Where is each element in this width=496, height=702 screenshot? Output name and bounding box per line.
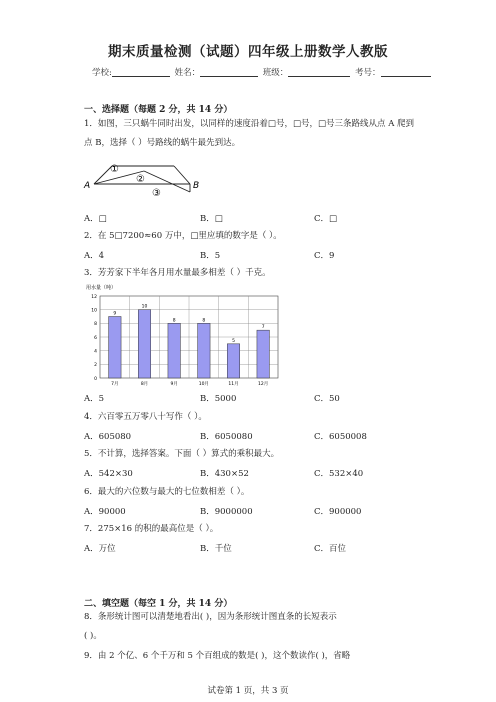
x-tick-label: 7月 bbox=[111, 382, 119, 387]
route-1-down bbox=[174, 166, 190, 184]
route-3-b bbox=[144, 171, 190, 192]
q1-option-c[interactable]: C．□ bbox=[314, 214, 338, 224]
section1-heading: 一、选择题（每题 2 分，共 14 分） bbox=[84, 105, 233, 115]
name-blank bbox=[200, 67, 258, 77]
school-label: 学校: bbox=[92, 68, 112, 78]
q2-option-c[interactable]: C．9 bbox=[314, 251, 335, 261]
page-title: 期末质量检测（试题）四年级上册数学人教版 bbox=[108, 44, 388, 60]
q6-option-c[interactable]: C．900000 bbox=[314, 507, 362, 517]
q9-text-line1: 9．由 2 个亿、6 个千万和 5 个百组成的数是( )，这个数读作( )，省略 bbox=[84, 651, 351, 661]
exam-no-blank bbox=[381, 67, 431, 77]
point-b-label: B bbox=[193, 181, 200, 191]
q8-text-line2: ( )。 bbox=[84, 631, 102, 641]
y-tick-label: 2 bbox=[94, 363, 97, 369]
q1-option-b[interactable]: B．□ bbox=[200, 214, 223, 224]
q4-option-a[interactable]: A．605080 bbox=[84, 432, 132, 442]
y-tick-label: 0 bbox=[94, 376, 97, 382]
exam-no-label: 考号： bbox=[355, 68, 381, 78]
q3-option-a[interactable]: A．5 bbox=[84, 394, 105, 404]
x-tick-label: 12月 bbox=[258, 382, 269, 387]
q1-option-a[interactable]: A．□ bbox=[84, 214, 107, 224]
q6-text: 6．最大的六位数与最大的七位数相差（ ）。 bbox=[84, 487, 250, 497]
snail-route-figure bbox=[82, 158, 206, 198]
q7-option-a[interactable]: A．万位 bbox=[84, 544, 116, 554]
bar-data-label: 7 bbox=[261, 325, 265, 331]
page-footer: 试卷第 1 页，共 3 页 bbox=[207, 686, 289, 696]
y-tick-label: 6 bbox=[94, 335, 97, 341]
y-tick-label: 12 bbox=[91, 294, 97, 300]
x-tick-label: 9月 bbox=[170, 382, 178, 387]
name-label: 姓名： bbox=[174, 68, 201, 78]
route-3-label: ③ bbox=[152, 188, 161, 198]
bar-data-label: 5 bbox=[232, 338, 235, 344]
bar-8月 bbox=[138, 310, 150, 378]
bar-data-label: 8 bbox=[202, 318, 206, 324]
bar-10月 bbox=[198, 323, 210, 378]
q5-option-c[interactable]: C．532×40 bbox=[314, 469, 364, 479]
q6-option-b[interactable]: B．9000000 bbox=[200, 507, 253, 517]
bar-11月 bbox=[227, 344, 239, 378]
y-tick-label: 10 bbox=[91, 308, 97, 314]
q3-option-c[interactable]: C．50 bbox=[314, 394, 340, 404]
q2-text: 2．在 5□7200≈60 万中，□里应填的数字是（ ）。 bbox=[84, 231, 282, 241]
class-label: 班级： bbox=[262, 68, 289, 78]
water-usage-bar-chart bbox=[86, 282, 282, 390]
route-2-label: ② bbox=[136, 174, 145, 185]
q7-option-b[interactable]: B．千位 bbox=[200, 544, 232, 554]
chart-ylabel: 用水量（吨） bbox=[86, 285, 117, 291]
y-tick-label: 8 bbox=[94, 322, 97, 328]
bar-data-label: 8 bbox=[172, 318, 176, 324]
y-tick-label: 4 bbox=[94, 349, 97, 355]
q2-option-a[interactable]: A．4 bbox=[84, 251, 105, 261]
bar-data-label: 10 bbox=[141, 304, 148, 310]
q4-option-b[interactable]: B．6050080 bbox=[200, 432, 253, 442]
q1-text-line1: 1．如图，三只蜗牛同时出发，以同样的速度沿着□号，□号，□号三条路线从点 A 爬到 bbox=[84, 119, 415, 129]
x-tick-label: 8月 bbox=[140, 382, 149, 387]
q5-text: 5．不计算，选择答案。下面（ ）算式的乘积最大。 bbox=[84, 449, 280, 459]
q8-text-line1: 8．条形统计图可以清楚地看出( )，因为条形统计图直条的长短表示 bbox=[84, 612, 337, 622]
bar-7月 bbox=[109, 317, 121, 379]
q3-option-b[interactable]: B．5000 bbox=[200, 394, 237, 404]
q5-option-b[interactable]: B．430×52 bbox=[200, 469, 249, 479]
point-a-label: A bbox=[84, 181, 91, 191]
q5-option-a[interactable]: A．542×30 bbox=[84, 469, 133, 479]
section2-heading: 二、填空题（每空 1 分，共 14 分） bbox=[84, 599, 233, 609]
x-tick-label: 10月 bbox=[198, 382, 209, 387]
bar-9月 bbox=[168, 323, 180, 378]
q4-text: 4．六百零五万零八十写作（ ）。 bbox=[84, 412, 207, 422]
x-tick-label: 11月 bbox=[228, 382, 239, 387]
student-info-line bbox=[92, 66, 433, 78]
q6-option-a[interactable]: A．90000 bbox=[84, 507, 126, 517]
q2-option-b[interactable]: B．5 bbox=[200, 251, 221, 261]
bar-12月 bbox=[257, 330, 269, 378]
route-1-label: ① bbox=[110, 164, 119, 175]
school-blank bbox=[112, 67, 170, 77]
class-blank bbox=[288, 67, 350, 77]
q1-text-line2: 点 B，选择（ ）号路线的蜗牛最先到达。 bbox=[84, 138, 241, 148]
q4-option-c[interactable]: C．6050008 bbox=[314, 432, 367, 442]
q7-option-c[interactable]: C．百位 bbox=[314, 544, 347, 554]
q3-text: 3．芳芳家下半年各月用水量最多相差（ ）千克。 bbox=[84, 268, 271, 278]
q7-text: 7．275×16 的积的最高位是（ ）。 bbox=[84, 524, 219, 534]
bar-data-label: 9 bbox=[113, 311, 117, 317]
